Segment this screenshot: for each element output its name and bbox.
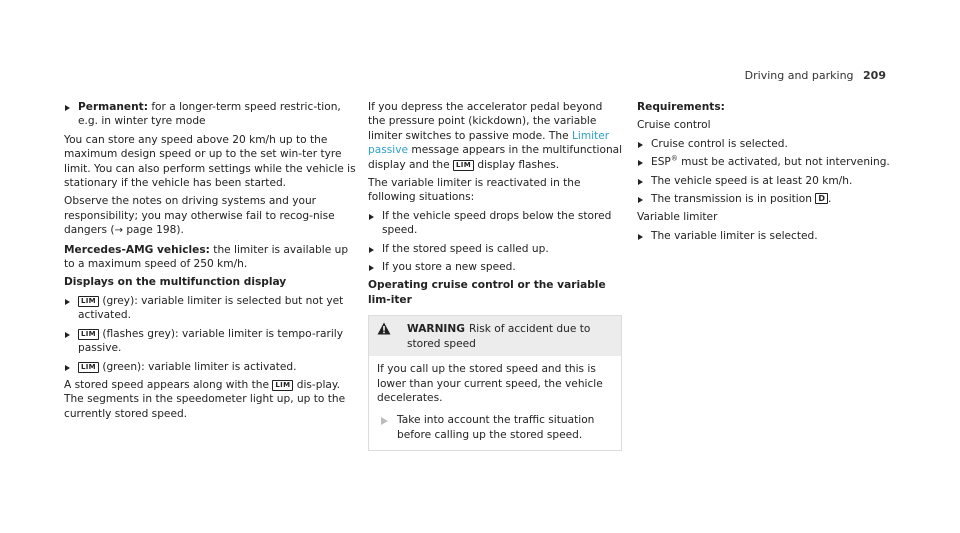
warning-title: WARNING: [407, 323, 465, 336]
permanent-label: Permanent:: [78, 101, 148, 113]
cruise-control-label: Cruise control: [637, 119, 711, 132]
warning-triangle-icon: [377, 322, 391, 339]
observe-text: Observe the notes on driving systems and your responsibility; you may otherwise fail to recog-nise dangers (: [64, 195, 335, 237]
column-left: [64, 100, 356, 425]
para-observe: [64, 194, 356, 238]
list-item: If you store a new speed.: [368, 260, 623, 274]
warning-body: If you call up the stored speed and this is lower than your current speed, the vehicle decelerates.: [377, 363, 603, 404]
page-number: 209: [863, 69, 886, 82]
registered-mark: ®: [670, 154, 678, 163]
lim-icon: LIM: [453, 160, 474, 171]
warning-step-text: Take into account the traffic situation before calling up the stored speed.: [397, 414, 595, 441]
list-item: Cruise control is selected.: [637, 137, 897, 151]
list-item: The vehicle speed is at least 20 km/h.: [637, 174, 897, 188]
variable-limiter-label: Variable limiter: [637, 211, 718, 224]
displays-heading: Displays on the multifunction display: [64, 276, 287, 289]
operating-heading: Operating cruise control or the variable lim-iter: [368, 279, 606, 306]
lim-icon: LIM: [78, 362, 99, 373]
display-item-text: (grey): variable limiter is selected but not yet activated.: [78, 294, 344, 322]
lim-icon: LIM: [272, 380, 293, 391]
para-reactivated: The variable limiter is reactivated in the following situations:: [368, 177, 581, 204]
list-item: [64, 294, 356, 323]
limiter-passive-link[interactable]: Limiter passive: [368, 129, 610, 157]
para-kickdown: [368, 100, 623, 172]
list-item: The variable limiter is selected.: [637, 229, 897, 243]
column-middle: [368, 100, 623, 451]
page-ref-link[interactable]: page 198).: [122, 224, 184, 237]
list-item: [64, 100, 356, 129]
cruise-requirements-list: [637, 137, 897, 207]
list-item: If the stored speed is called up.: [368, 242, 623, 256]
lim-icon: LIM: [78, 329, 99, 340]
permanent-list: [64, 100, 356, 129]
step-play-icon: [381, 417, 388, 425]
lim-icon: LIM: [78, 296, 99, 307]
para-store-speed: You can store any speed above 20 km/h up to the maximum design speed or up to the set win-ter tyre limit. You can also perform settings while the vehicle is stationary if the vehicle has been started.: [64, 133, 356, 190]
warning-box: [368, 315, 622, 451]
amg-label: Mercedes-AMG vehicles:: [64, 243, 210, 256]
list-item: If the vehicle speed drops below the stored speed.: [368, 209, 623, 238]
warning-step: [369, 409, 621, 450]
permanent-text: for a longer-term speed restric-tion, e.g. in winter tyre mode: [78, 101, 341, 128]
esp-text-rest: must be activated, but not intervening.: [677, 156, 890, 169]
amg-text: the limiter is available up to a maximum speed of 250 km/h.: [64, 243, 349, 271]
esp-text: ESP: [651, 156, 671, 169]
variable-requirements-list: [637, 229, 897, 243]
list-item: [64, 327, 356, 356]
transmission-text: The transmission is in position: [651, 193, 812, 206]
reactivate-list: [368, 209, 623, 275]
display-status-list: [64, 294, 356, 374]
page-ref-arrow-icon: →: [114, 225, 123, 237]
drive-position-icon: D: [815, 193, 828, 204]
para-stored-speed: [64, 378, 356, 421]
display-item-text: (green): variable limiter is activated.: [102, 360, 297, 373]
warning-header-text: [407, 322, 613, 351]
para-amg: [64, 243, 356, 272]
page-header-title: Driving and parking: [744, 69, 854, 82]
display-item-text: (flashes grey): variable limiter is tempo-rarily passive.: [78, 327, 344, 355]
list-item: [637, 192, 897, 206]
kickdown-text-b: message appears in the multifunctional display and the: [368, 144, 623, 171]
list-item: [637, 155, 897, 169]
stored-text-a: A stored speed appears along with the: [64, 378, 270, 391]
kickdown-text-c: display flashes.: [477, 158, 560, 171]
transmission-text-end: .: [827, 193, 832, 206]
stored-text-b: dis-play. The segments in the speedometer light up, up to the currently stored speed.: [64, 378, 346, 420]
warning-subject: Risk of accident due to stored speed: [407, 323, 591, 350]
list-item: [64, 360, 356, 374]
column-right: [637, 100, 897, 247]
requirements-heading: Requirements:: [637, 101, 725, 113]
warning-header: [369, 316, 621, 356]
page-header: [745, 69, 886, 83]
kickdown-text-a: If you depress the accelerator pedal beyond the pressure point (kickdown), the variable limiter switches to passive mode. The: [368, 101, 603, 142]
